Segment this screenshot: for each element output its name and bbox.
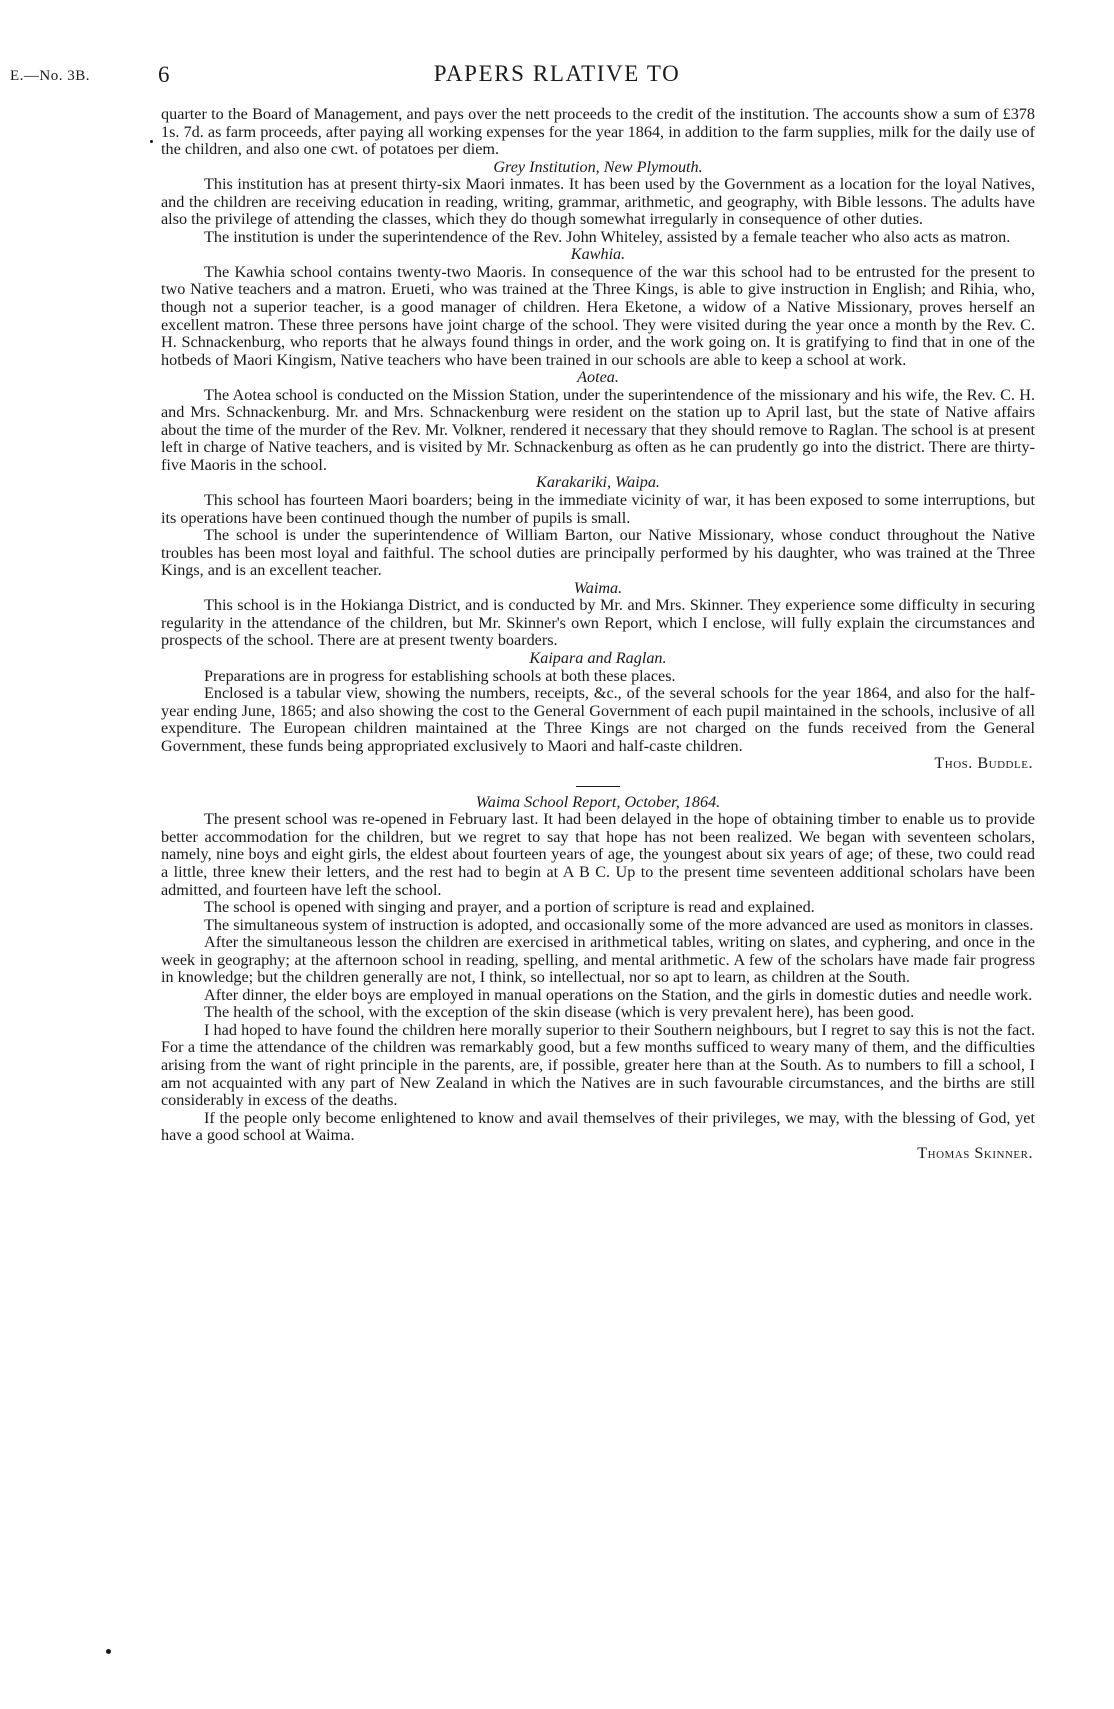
section-heading: Kawhia. [570,245,626,264]
paragraph: The health of the school, with the exception of the skin disease (which is very prevalent here), has been good. [204,1003,915,1022]
paragraph: Enclosed is a tabular view, showing the numbers, receipts, &c., of the several schools for the year 1864, and also for the half-year ending June, 1865; and also showing the cost to the General Government of each pupil maintained in the schools, inclusive of all expenditure. The European children maintained at the Three Kings are not charged on the funds received from the General Government, these funds being appropriated exclusively to Maori and half-caste children. [161,684,1035,755]
paragraph: The Aotea school is conducted on the Mission Station, under the superintendence of the missionary and his wife, the Rev. C. H. and Mrs. Schnackenburg. Mr. and Mrs. Schnackenburg were resident on the station up to April last, but the state of Native affairs about the time of the murder of the Rev. Mr. Volkner, rendered it necessary that they should remove to Raglan. The school is at present left in charge of Native teachers, and is visited by Mr. Schnackenburg as often as he can prudently go into the district. There are thirty-five Maoris in the school. [161,385,1035,474]
page-body [161,106,1035,1162]
paragraph: This school has fourteen Maori boarders; being in the immediate vicinity of war, it has been exposed to some interruptions, but its operations have been continued though the number of pupils is small. [161,491,1035,527]
paragraph: quarter to the Board of Management, and pays over the nett proceeds to the credit of the institution. The accounts show a sum of £378 1s. 7d. as farm proceeds, after paying all working expenses for the year 1864, in addition to the farm supplies, milk for the daily use of the children, and also one cwt. of potatoes per diem. [161,105,1035,159]
paragraph: I had hoped to have found the children here morally superior to their Southern neighbours, but I regret to say this is not the fact. For a time the attendance of the children was remarkably good, but a few months sufficed to weary many of them, and the difficulties arising from the want of right principle in the parents, are, if possible, greater here than at the South. As to numbers to fill a school, I am not acquainted with any part of New Zealand in which the Natives are in such favourable circumstances, and the births are still considerably in excess of the deaths. [161,1020,1035,1110]
paragraph: This school is in the Hokianga District, and is conducted by Mr. and Mrs. Skinner. They experience some difficulty in securing regularity in the attendance of the children, but Mr. Skinner's own Report, which I enclose, will fully explain the circumstances and prospects of the school. There are at present twenty boarders. [161,596,1035,650]
paragraph: The present school was re-opened in February last. It had been delayed in the hope of obtaining timber to enable us to provide better accommodation for the children, but we regret to say that hope has not been realized. We began with seventeen scholars, namely, nine boys and eight girls, the eldest about fourteen years of age, the youngest about six years of age; of these, two could read a little, three knew their letters, and the rest had to begin at A B C. Up to the present time seventeen additional scholars have been admitted, and fourteen have left the school. [161,810,1035,899]
running-title: PAPERS RLATIVE TO [433,61,681,86]
signature-skinner: Thomas Skinner. [917,1143,1033,1162]
margin-mark [106,1649,111,1654]
signature-buddle: Thos. Buddle. [934,754,1033,773]
paragraph: After the simultaneous lesson the children are exercised in arithmetical tables, writing on slates, and cyphering, and once in the week in geography; at the afternoon school in reading, spelling, and mental arithmetic. A few of the scholars have made fair progress in knowledge; but the children generally are not, I think, so intellectual, nor so apt to learn, as children at the South. [161,933,1035,987]
section-heading: Karakariki, Waipa. [536,473,660,492]
report-heading: Waima School Report, October, 1864. [475,792,721,811]
paragraph: The institution is under the superintendence of the Rev. John Whiteley, assisted by a female teacher who also acts as matron. [204,227,1011,246]
paragraph: Preparations are in progress for establishing schools at both these places. [204,666,676,685]
paragraph: After dinner, the elder boys are employed in manual operations on the Station, and the girls in domestic duties and needle work. [204,985,1033,1004]
paragraph: The school is opened with singing and prayer, and a portion of scripture is read and explained. [204,898,815,917]
page-number: 6 [158,62,170,87]
paragraph: The simultaneous system of instruction is adopted, and occasionally some of the more advanced are used as monitors in classes. [204,915,1034,934]
paragraph: If the people only become enlightened to know and avail themselves of their privileges, we may, with the blessing of God, yet have a good school at Waima. [161,1108,1035,1145]
section-heading: Waima. [573,578,623,597]
section-heading: Aotea. [577,368,619,387]
margin-mark [150,140,153,143]
section-heading: Kaipara and Raglan. [529,648,667,667]
document-code: E.—No. 3B. [10,68,90,84]
paragraph: The Kawhia school contains twenty-two Maoris. In consequence of the war this school had to be entrusted for the present to two Native teachers and a matron. Erueti, who was trained at the Three Kings, is able to give instruction in English; and Rihia, who, though not a superior teacher, is a good manager of children. Hera Eketone, a widow of a Native Missionary, proves herself an excellent matron. These three persons have joint charge of the school. They were visited during the year once a month by the Rev. C. H. Schnackenburg, who reports that he always found things in order, and the work going on. It is gratifying to find that in one of the hotbeds of Maori Kingism, Native teachers who have been trained in our schools are able to keep a school at work. [161,262,1035,369]
paragraph: This institution has at present thirty-six Maori inmates. It has been used by the Government as a location for the loyal Natives, and the children are receiving education in reading, writing, grammar, arithmetic, and geography, with Bible lessons. The adults have also the privilege of attending the classes, which they do though somewhat irregularly in consequence of other duties. [161,175,1035,229]
paragraph: The school is under the superintendence of William Barton, our Native Missionary, whose conduct throughout the Native troubles has been most loyal and faithful. The school duties are principally performed by his daughter, who was trained at the Three Kings, and is an excellent teacher. [161,526,1035,580]
section-divider [576,786,620,787]
section-heading: Grey Institution, New Plymouth. [493,157,703,176]
page-header [0,60,1114,90]
